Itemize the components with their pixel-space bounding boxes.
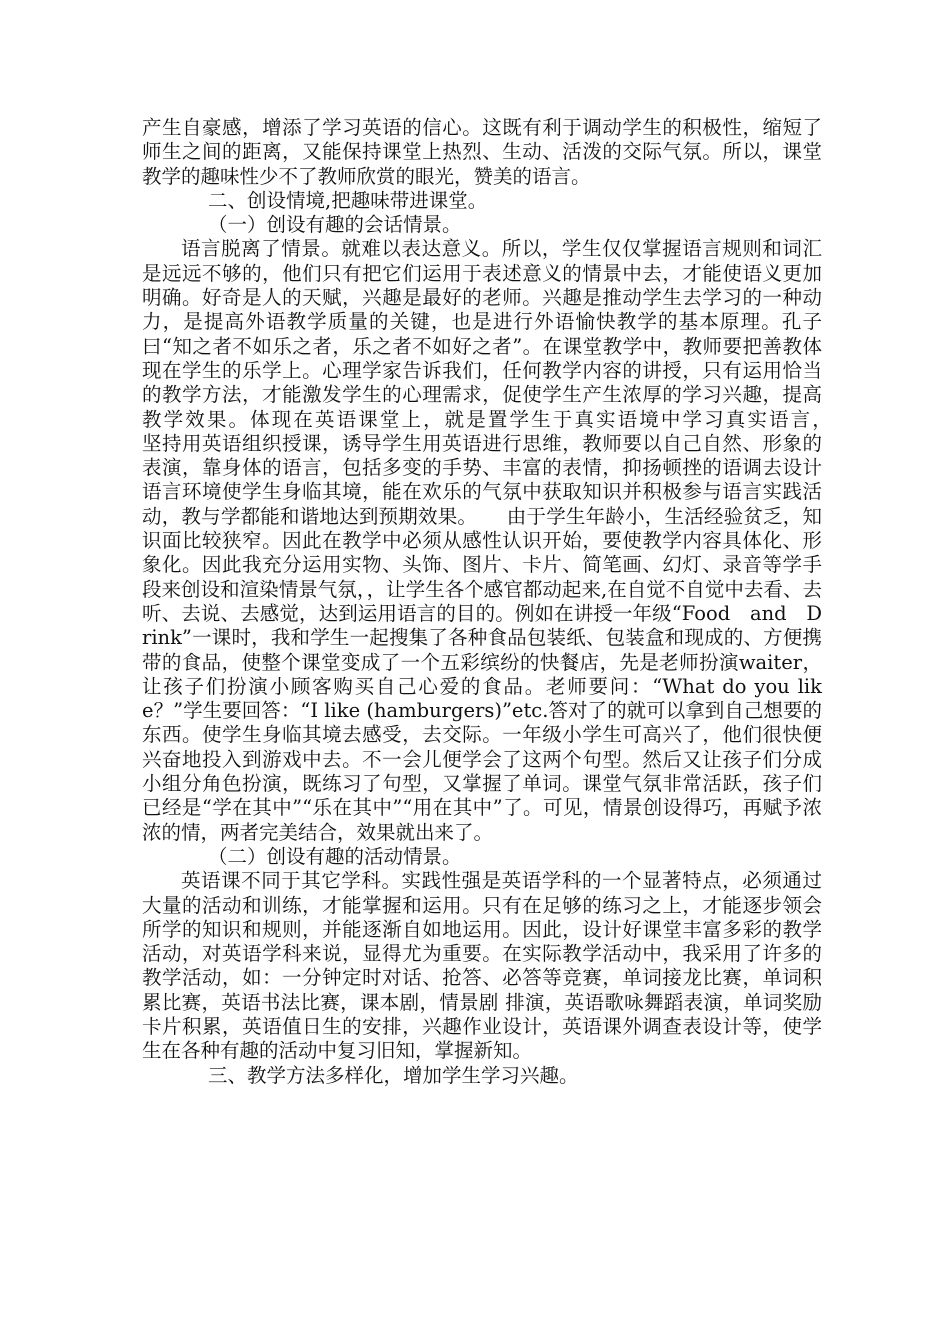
subsection-heading-1: （一）创设有趣的会话情景。 [208, 213, 462, 237]
document-page [142, 116, 881, 1088]
subsection-heading-2: （二）创设有趣的活动情景。 [208, 844, 462, 868]
section-heading-2: 二、创设情境,把趣味带进课堂。 [208, 188, 488, 212]
section-heading-3: 三、教学方法多样化，增加学生学习兴趣。 [208, 1063, 579, 1087]
paragraph-intro: 产生自豪感，增添了学习英语的信心。这既有利于调动学生的积极性，缩短了师生之间的距离，又能保持课堂上热烈、生动、活泼的交际气氛。所以，课堂教学的趣味性少不了教师欣赏的眼光，赞美的语言。 [142, 116, 822, 188]
paragraph-activity-scenario: 英语课不同于其它学科。实践性强是英语学科的一个显著特点，必须通过大量的活动和训练，才能掌握和运用。只有在足够的练习之上，才能逐步领会所学的知识和规则，并能逐渐自如地运用。因此，设计好课堂丰富多彩的教学活动，对英语学科来说，显得尤为重要。在实际教学活动中，我采用了许多的教学活动，如：一分钟定时对话、抢答、必答等竞赛，单词接龙比赛，单词积累比赛，英语书法比赛，课本剧，情景剧 排演，英语歌咏舞蹈表演，单词奖励卡片积累，英语值日生的安排，兴趣作业设计，英语课外调查表设计等，使学生在各种有趣的活动中复习旧知，掌握新知。 [142, 869, 822, 1063]
paragraph-conversation-scenario: 语言脱离了情景。就难以表达意义。所以，学生仅仅掌握语言规则和词汇是远远不够的，他们只有把它们运用于表述意义的情景中去，才能使语义更加明确。好奇是人的天赋，兴趣是最好的老师。兴趣是推动学生去学习的一种动力，是提高外语教学质量的关键，也是进行外语愉快教学的基本原理。孔子曰“知之者不如乐之者，乐之者不如好之者”。在课堂教学中，教师要把善教体现在学生的乐学上。心理学家告诉我们，任何教学内容的讲授，只有运用恰当的教学方法，才能激发学生的心理需求，促使学生产生浓厚的学习兴趣，提高教学效果。体现在英语课堂上，就是置学生于真实语境中学习真实语言， 坚持用英语组织授课，诱导学生用英语进行思维，教师要以自己自然、形象的表演，靠身体的语言，包括多变的手势、丰富的表情，抑扬顿挫的语调去设计语言环境使学生身临其境，能在欢乐的气氛中获取知识并积极参与语言实践活动，教与学都能和谐地达到预期效果。 由于学生年龄小，生活经验贫乏，知识面比较狭窄。因此在教学中必须从感性认识开始，要使教学内容具体化、形象化。因此我充分运用实物、头饰、图片、卡片、简笔画、幻灯、录音等学手段来创设和渲染情景气氛，，让学生各个感官都动起来,在自觉不自觉中去看、去听、去说、去感觉，达到运用语言的目的。例如在讲授一年级“Food and Drink”一课时，我和学生一起搜集了各种食品包装纸、包装盒和现成的、方便携带的食品，使整个课堂变成了一个五彩缤纷的快餐店，先是老师扮演waiter，让孩子们扮演小顾客购买自己心爱的食品。老师要问：“What do you like？”学生要回答：“I like (hamburgers)”etc.答对了的就可以拿到自己想要的东西。使学生身临其境去感受，去交际。一年级小学生可高兴了，他们很快便兴奋地投入到游戏中去。不一会儿便学会了这两个句型。然后又让孩子们分成小组分角色扮演，既练习了句型，又掌握了单词。课堂气氛非常活跃，孩子们已经是“学在其中”“乐在其中”“用在其中”了。可见，情景创设得巧，再赋予浓浓的情，两者完美结合，效果就出来了。 [142, 237, 881, 844]
